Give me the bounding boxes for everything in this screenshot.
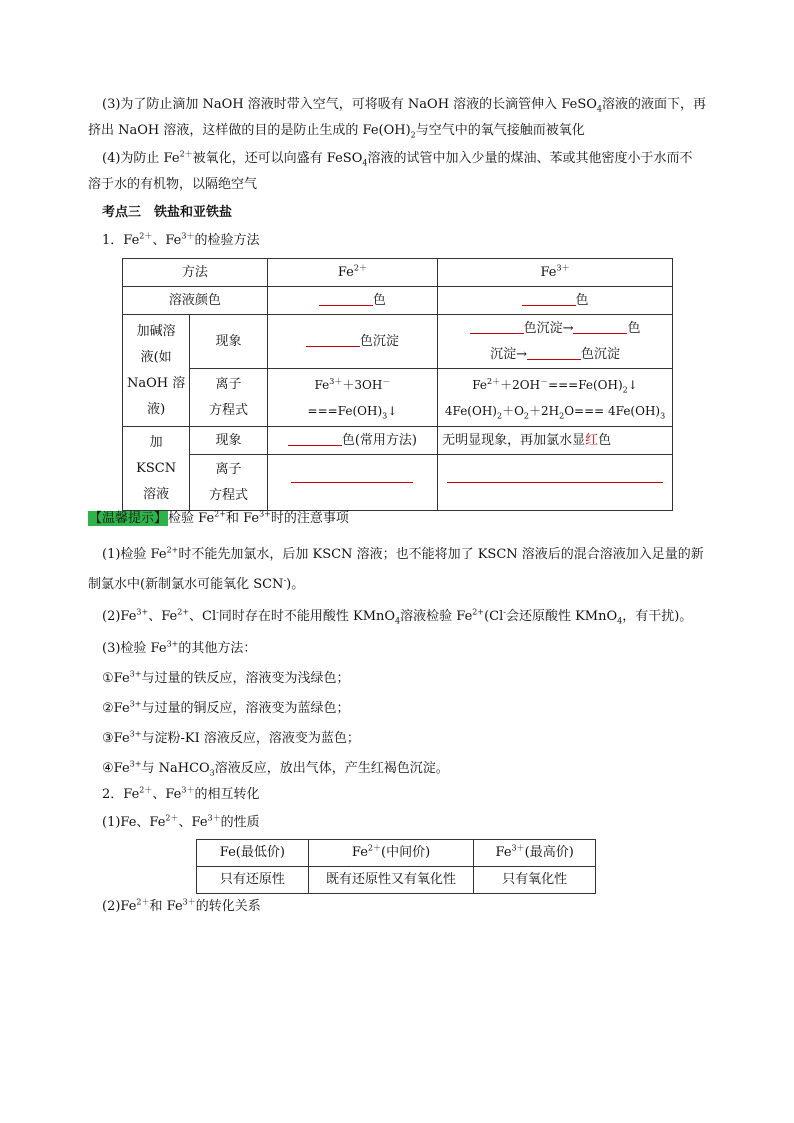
- detection-methods-table: [122, 258, 673, 511]
- answer-blank: [522, 293, 576, 306]
- answer-blank: [319, 293, 373, 306]
- header-method: 方法: [123, 259, 268, 287]
- tip-point-3: (3)检验 $Fe^{3+}$的其他方法：: [102, 639, 257, 656]
- method-1: $①Fe^{3+}$与过量的铁反应，溶液变为浅绿色；: [102, 669, 350, 686]
- cell-alkali-fe3-equation: $Fe^{2+}+2OH^-===Fe(OH)_2↓$ $4Fe(OH)_2+O_2+2H_2O=== 4Fe(OH)_3$: [438, 369, 673, 427]
- tip-point-1: (1)检验 $Fe^{2+}$时不能先加氯水，后加 KSCN 溶液；也不能将加了 KSCN 溶液后的混合溶液加入足量的新 制氯水中(新制氯水可能氧化 SCN-)。: [88, 545, 704, 592]
- method-2: $②Fe^{3+}$与过量的铜反应，溶液变为蓝绿色；: [102, 699, 350, 716]
- paragraph-3-line-2: 挤出 NaOH 溶液，这样做的目的是防止生成的 $Fe(OH)_2$与空气中的氧气接触而被氧化: [88, 123, 585, 140]
- cell-kscn-fe2-equation: [267, 455, 437, 511]
- method-3: $③Fe^{3+}$与淀粉-KI 溶液反应，溶液变为蓝色；: [102, 729, 360, 746]
- paragraph-3: [88, 92, 728, 144]
- paragraph-4: [88, 146, 728, 198]
- group-add-alkali: 加碱溶 液(如 NaOH 溶 液): [123, 315, 190, 427]
- group-add-kscn: 加 KSCN 溶液: [123, 427, 190, 511]
- tip-heading: 【温馨提示】检验 $Fe^{2+}$和 $Fe^{3+}$时的注意事项: [89, 509, 349, 526]
- header-fe2: $Fe^{2+}$: [267, 259, 437, 287]
- answer-line: [291, 482, 413, 483]
- label-phenomenon: 现象: [190, 427, 267, 455]
- answer-blank: [470, 321, 524, 334]
- answer-blank: [288, 433, 342, 446]
- paragraph-4-line-1: (4)为防止 $Fe^{2+}$被氧化，还可以向盛有 FeSO$_4$溶液的试管中加入少量的煤油、苯或其他密度小于水而不: [102, 149, 693, 168]
- paragraph-4-line-2: 溶于水的有机物，以隔绝空气: [88, 177, 258, 192]
- tip-label: 【温馨提示】: [89, 511, 168, 526]
- answer-blank: [527, 347, 581, 360]
- item-2-heading: 2．$Fe^{2+}$、$Fe^{3+}$的相互转化: [102, 785, 260, 802]
- header-fe2-middle: $Fe^{2+}$(中间价): [308, 840, 474, 867]
- cell-fe2-color: 色: [267, 287, 437, 315]
- answer-line: [447, 482, 663, 483]
- header-fe: Fe(最低价): [197, 840, 309, 867]
- cell-fe3-color: 色: [438, 287, 673, 315]
- properties-table: [196, 839, 596, 894]
- header-fe3-highest: $Fe^{3+}$(最高价): [474, 840, 596, 867]
- cell-kscn-fe3-phenomenon: 无明显现象，再加氯水显红色: [438, 427, 673, 455]
- cell-kscn-fe3-equation: [438, 455, 673, 511]
- cell-alkali-fe3-phenomenon: 色沉淀→ 色 沉淀→ 色沉淀: [438, 315, 673, 369]
- cell-alkali-fe2-equation: $Fe^{3+}+3OH^-===Fe(OH)_3↓$: [267, 369, 437, 427]
- label-ionic-equation: 离子 方程式: [190, 369, 267, 427]
- label-phenomenon: 现象: [190, 315, 267, 369]
- section-title: 考点三 铁盐和亚铁盐: [102, 205, 233, 220]
- item-1-heading: 1．$Fe^{2+}$、$Fe^{3+}$的检验方法: [102, 231, 260, 248]
- answer-blank: [306, 334, 360, 347]
- subsection-1: (1)Fe、$Fe^{2+}$、$Fe^{3+}$的性质: [102, 813, 260, 830]
- cell-kscn-fe2-phenomenon: 色(常用方法): [267, 427, 437, 455]
- cell-alkali-fe2-phenomenon: 色沉淀: [267, 315, 437, 369]
- method-4: $④Fe^{3+}$与 NaHCO$_3$溶液反应，放出气体，产生红褐色沉淀。: [102, 759, 449, 778]
- paragraph-3-line-1: (3)为了防止滴加 NaOH 溶液时带入空气，可将吸有 NaOH 溶液的长滴管伸入 FeSO$_4$溶液的液面下，再: [102, 97, 706, 114]
- cell-fe-property: 只有还原性: [197, 867, 309, 894]
- header-fe3: $Fe^{3+}$: [438, 259, 673, 287]
- answer-blank: [573, 321, 627, 334]
- label-ionic-equation: 离子 方程式: [190, 455, 267, 511]
- cell-fe3-property: 只有氧化性: [474, 867, 596, 894]
- row-solution-color: 溶液颜色: [123, 287, 268, 315]
- cell-fe2-property: 既有还原性又有氧化性: [308, 867, 474, 894]
- tip-point-2: $(2)Fe^{3+}$、$Fe^{2+}$、Cl-同时存在时不能用酸性 KMnO$_4$溶液检验 $Fe^{2+}(Cl^-$会还原酸性 KMnO$_4$，有干扰)。: [102, 607, 693, 626]
- subsection-2: $(2)Fe^{2+}$和 $Fe^{3+}$的转化关系: [102, 897, 261, 914]
